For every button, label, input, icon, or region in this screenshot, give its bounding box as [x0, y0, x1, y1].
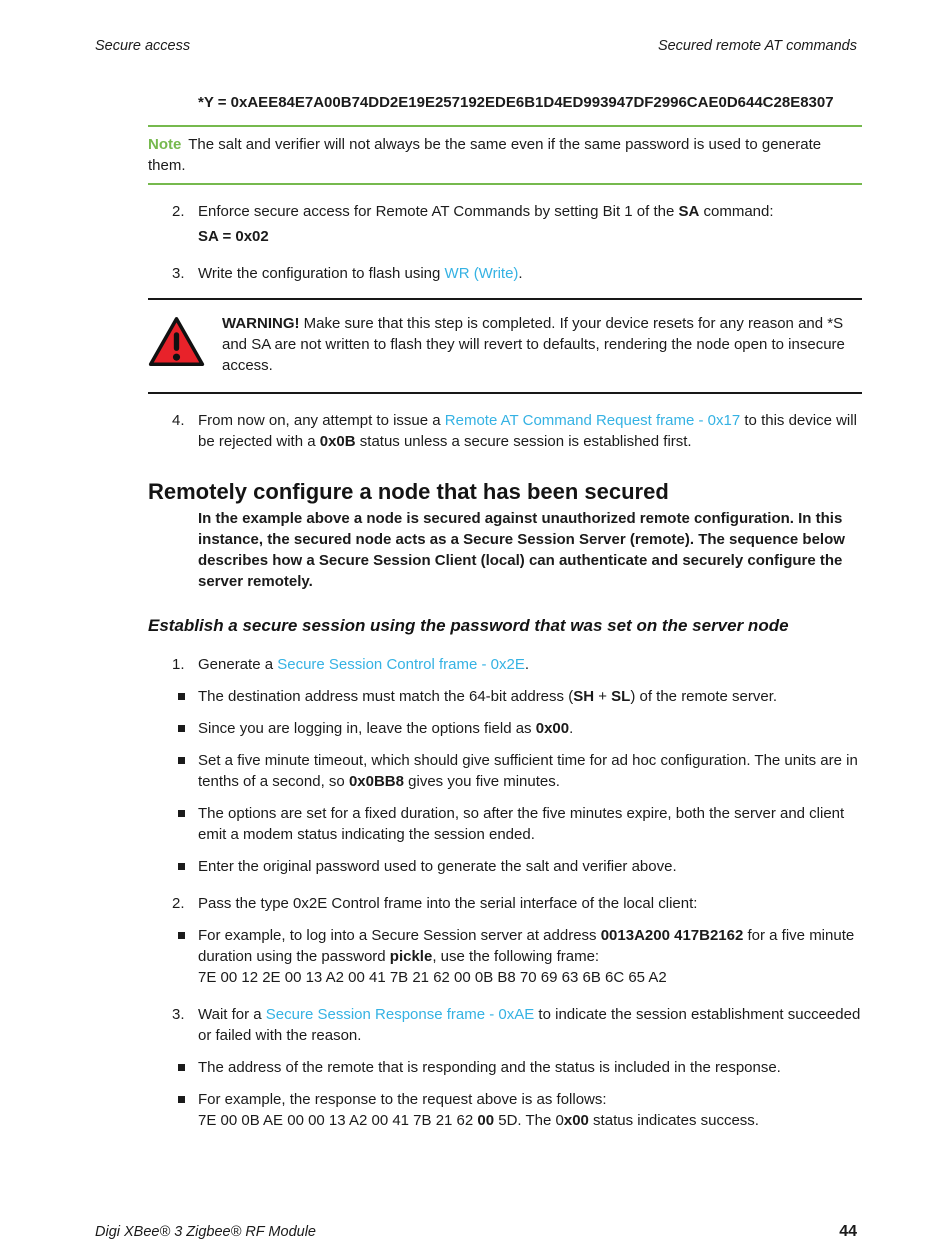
text-run: From now on, any attempt to issue a — [198, 412, 445, 429]
bullet-text — [198, 686, 862, 707]
text-run: Write the configuration to flash using — [198, 265, 445, 282]
text-run: for a five minute duration using the password — [198, 927, 855, 966]
step-enforce-secure-access — [148, 201, 862, 222]
text-run: 00 — [477, 1112, 495, 1130]
note-label: Note — [148, 136, 182, 153]
text-run: ) of the remote server. — [630, 688, 778, 706]
text-run: In the example above a node is secured against unauthorized remote configuration. In this instance, the secured node acts as a Secure Session Server (remote). The sequence below describes how a Secure Session Client (local) can authenticate and securely configure the server remotely. — [198, 510, 845, 591]
text-run: to indicate the session establishment succeeded or failed with the reason. — [198, 1006, 861, 1045]
text-run: Set a five minute timeout, which should give sufficient time for ad hoc configuration. The units are in tenths of a second, so — [198, 752, 858, 791]
step-wait-response-frame — [148, 1004, 862, 1046]
text-run: SL — [611, 688, 631, 706]
bullet-destination-address — [148, 686, 862, 707]
text-run: x00 — [563, 1112, 589, 1130]
text-run: Enforce secure access for Remote AT Commands by setting Bit 1 of the — [198, 203, 679, 220]
section-intro — [198, 508, 862, 592]
text-run: Pass the type 0x2E Control frame into the serial interface of the local client: — [198, 895, 698, 913]
bullet-text — [198, 925, 862, 988]
text-run: For example, to log into a Secure Session server at address — [198, 927, 601, 945]
sa-command-value — [198, 226, 862, 247]
text-run: to this device will be rejected with a — [198, 412, 857, 450]
list-item-text — [198, 201, 862, 222]
list-item-text — [198, 893, 862, 914]
text-run: The destination address must match the 64-bit address ( — [198, 688, 574, 706]
text-run: *Y = 0xAEE84E7A00B74DD2E19E257192EDE6B1D4ED993947DF2996CAE0D644C28E8307 — [198, 94, 834, 111]
text-run: Wait for a — [198, 1006, 266, 1024]
step-pass-control-frame — [148, 893, 862, 914]
bullet-timeout — [148, 750, 862, 792]
square-bullet-icon — [178, 725, 185, 732]
bullet-text — [198, 856, 862, 877]
text-run: SA = 0x02 — [198, 228, 269, 245]
list-number: 1. — [172, 656, 185, 674]
list-item-text — [198, 410, 862, 452]
square-bullet-icon — [178, 810, 185, 817]
text-run: SA — [678, 203, 700, 220]
list-number: 4. — [172, 412, 185, 429]
square-bullet-icon — [178, 1064, 185, 1071]
square-bullet-icon — [178, 1096, 185, 1103]
page-footer — [95, 1221, 857, 1243]
star-y-verifier-value — [198, 92, 862, 113]
text-run: . — [569, 720, 574, 738]
bullet-fixed-duration — [148, 803, 862, 845]
square-bullet-icon — [178, 863, 185, 870]
bullet-text — [198, 750, 862, 792]
bullet-example-response — [148, 1089, 862, 1131]
cross-reference-link[interactable]: Secure Session Control frame - 0x2E — [277, 656, 525, 674]
text-run: 0x0BB8 — [348, 773, 404, 791]
text-run: status indicates success. — [588, 1112, 759, 1130]
square-bullet-icon — [178, 757, 185, 764]
text-run: The options are set for a fixed duration, so after the five minutes expire, both the server and client emit a modem status indicating the session ended. — [198, 805, 845, 844]
text-run: Enter the original password used to generate the salt and verifier above. — [198, 858, 677, 876]
text-run: For example, the response to the request above is as follows: — [198, 1091, 607, 1109]
cross-reference-link[interactable]: Remote AT Command Request frame - 0x17 — [444, 412, 741, 429]
text-run: 5D. The 0 — [494, 1112, 564, 1130]
text-run: 0013A200 417B2162 — [600, 927, 744, 945]
text-run: Since you are logging in, leave the options field as — [198, 720, 536, 738]
text-run: WARNING! — [222, 315, 300, 332]
bullet-example-frame — [148, 925, 862, 988]
step-generate-control-frame — [148, 654, 862, 675]
text-run: 7E 00 0B AE 00 00 13 A2 00 41 7B 21 62 — [198, 1112, 478, 1130]
bullet-response-address — [148, 1057, 862, 1078]
bullet-text — [198, 1057, 862, 1078]
warning-write-flash — [148, 298, 862, 394]
section-title: Remotely configure a node that has been secured — [148, 479, 669, 504]
header-right-title: Secured remote AT commands — [657, 38, 857, 54]
list-number: 2. — [172, 895, 185, 913]
footer-document-title: Digi XBee® 3 Zigbee® RF Module — [95, 1224, 316, 1240]
cross-reference-link[interactable]: Secure Session Response frame - 0xAE — [265, 1006, 535, 1024]
list-number: 2. — [172, 203, 185, 220]
text-run: pickle — [389, 948, 433, 966]
list-number: 3. — [172, 265, 185, 282]
text-run: Make sure that this step is completed. If your device resets for any reason and *S and SA are not written to flash they will revert to defaults, rendering the node open to insecure access. — [222, 315, 845, 374]
text-run: Generate a — [198, 656, 278, 674]
text-run: 0x0B — [319, 433, 356, 450]
list-item-text — [198, 654, 862, 675]
page-number: 44 — [839, 1223, 857, 1240]
bullet-enter-password — [148, 856, 862, 877]
note-salt-verifier — [148, 125, 862, 185]
page-header — [95, 36, 857, 56]
text-run: , use the following frame: — [432, 948, 600, 966]
bullet-options-field — [148, 718, 862, 739]
text-run: SH — [573, 688, 595, 706]
text-run: 7E 00 12 2E 00 13 A2 00 41 7B 21 62 00 0B B8 70 69 63 6B 6C 65 A2 — [198, 969, 667, 987]
bullet-text — [198, 803, 862, 845]
list-item-text — [198, 1004, 862, 1046]
square-bullet-icon — [178, 932, 185, 939]
warning-triangle-icon — [148, 313, 222, 374]
list-number: 3. — [172, 1006, 185, 1024]
step-write-to-flash — [148, 263, 862, 284]
text-run: The address of the remote that is responding and the status is included in the response. — [198, 1059, 781, 1077]
warning-text — [222, 313, 862, 376]
square-bullet-icon — [178, 693, 185, 700]
bullet-text — [198, 718, 862, 739]
text-run: The salt and verifier will not always be the same even if the same password is used to generate them. — [148, 136, 822, 174]
text-run: . — [524, 656, 530, 674]
cross-reference-link[interactable]: WR (Write) — [444, 265, 519, 282]
header-left-title: Secure access — [95, 38, 191, 54]
step-rejected-without-session — [148, 410, 862, 452]
text-run: command: — [699, 203, 774, 220]
text-run: . — [518, 265, 523, 282]
text-run: gives you five minutes. — [403, 773, 560, 791]
text-run: + — [594, 688, 612, 706]
text-run: status unless a secure session is established first. — [355, 433, 692, 450]
document-content — [148, 88, 862, 1131]
text-run: 0x00 — [535, 720, 570, 738]
list-item-text — [198, 263, 862, 284]
bullet-text — [198, 1089, 862, 1131]
subsection-title: Establish a secure session using the password that was set on the server node — [148, 616, 789, 636]
